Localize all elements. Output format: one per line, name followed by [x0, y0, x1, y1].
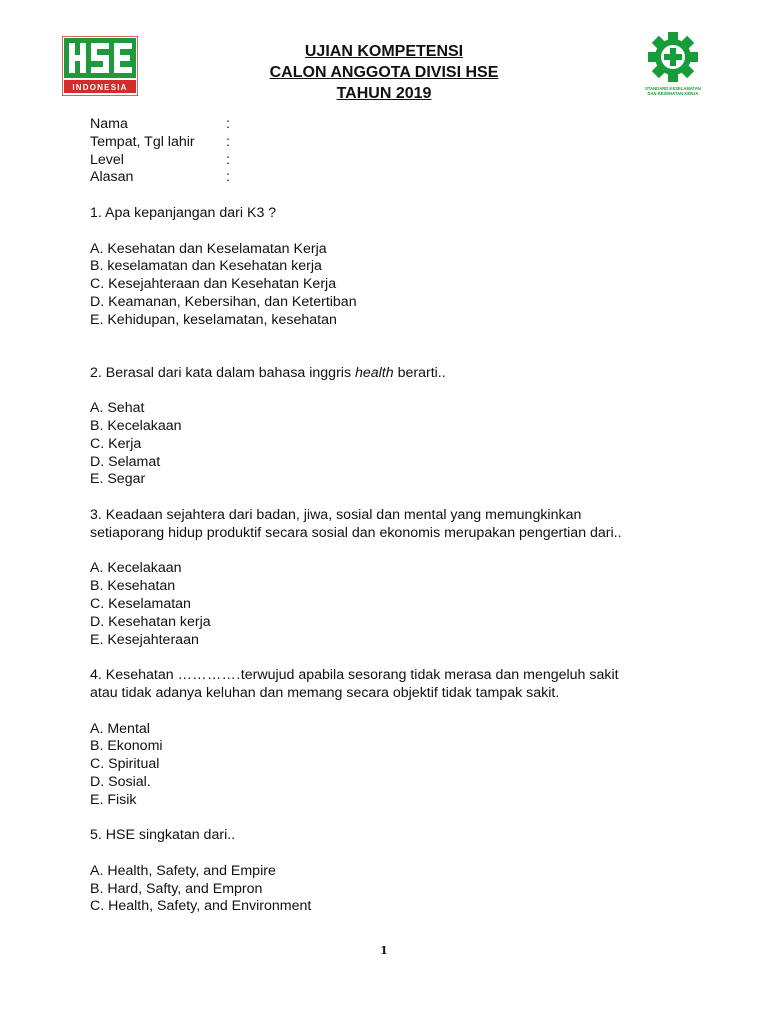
option-e: E. Segar: [90, 471, 146, 488]
field-separator: :: [226, 169, 230, 186]
question-text-end: berarti..: [393, 364, 446, 381]
title-line-1: UJIAN KOMPETENSI: [304, 43, 464, 60]
question-text: 5. HSE singkatan dari..: [90, 827, 236, 844]
title-line-2: CALON ANGGOTA DIVISI HSE: [269, 64, 499, 81]
question-text-start: 4. Kesehatan: [90, 667, 178, 684]
question-1: [90, 205, 690, 330]
option-e: E. Kesejahteraan: [90, 631, 199, 648]
field-alasan: [90, 169, 690, 187]
option-c: C. Kerja: [90, 435, 142, 452]
field-level: [90, 152, 690, 170]
field-separator: :: [226, 116, 230, 132]
option-a: A. Mental: [90, 720, 150, 737]
option-e: E. Kehidupan, keselamatan, kesehatan: [90, 311, 337, 328]
exam-content: [90, 116, 690, 916]
question-text-line-1: [90, 667, 690, 685]
question-text-line-1: 3. Keadaan sejahtera dari badan, jiwa, sosial dan mental yang memungkinkan: [90, 506, 582, 523]
k3-gear-logo: [638, 32, 708, 100]
page-number: 1: [380, 944, 388, 957]
option-c: C. Keselamatan: [90, 595, 191, 612]
question-text-line-2: setiaporang hidup produktif secara sosial dan ekonomis merupakan pengertian dari..: [90, 524, 622, 541]
option-b: B. keselamatan dan Kesehatan kerja: [90, 258, 322, 275]
field-label: Level: [90, 151, 124, 168]
identity-fields: [90, 116, 690, 187]
option-b: B. Ekonomi: [90, 738, 163, 755]
field-separator: :: [226, 133, 230, 150]
field-label: Tempat, Tgl lahir: [90, 133, 195, 150]
question-text-mid: terwujud: [240, 667, 295, 684]
question-text-line-2: atau tidak adanya keluhan dan memang secara objektif tidak tampak sakit.: [90, 684, 560, 701]
question-text-end: apabila sesorang tidak merasa dan mengeluh sakit: [294, 667, 619, 684]
logo-subtext: INDONESIA: [72, 83, 128, 92]
field-nama: [90, 116, 690, 134]
option-c: C. Spiritual: [90, 756, 160, 773]
field-separator: :: [226, 151, 230, 168]
question-4: [90, 667, 690, 809]
blank-dots: ………….: [177, 667, 241, 684]
option-b: B. Hard, Safty, and Empron: [90, 880, 263, 897]
question-2: [90, 365, 690, 490]
option-a: A. Kecelakaan: [90, 560, 182, 577]
option-c: C. Health, Safety, and Environment: [90, 898, 312, 915]
option-d: D. Keamanan, Kebersihan, dan Ketertiban: [90, 293, 357, 310]
question-text: 1. Apa kepanjangan dari K3 ?: [90, 204, 277, 221]
field-label: Nama: [90, 116, 128, 132]
logo-caption-2: DAN KESEHATAN KERJA: [647, 91, 699, 96]
option-d: D. Kesehatan kerja: [90, 613, 211, 630]
document-title: [200, 41, 568, 104]
question-text: [90, 365, 690, 383]
field-label: Alasan: [90, 169, 134, 186]
option-a: A. Health, Safety, and Empire: [90, 862, 276, 879]
option-b: B. Kecelakaan: [90, 417, 182, 434]
question-3: [90, 507, 690, 649]
option-a: A. Kesehatan dan Keselamatan Kerja: [90, 240, 327, 257]
option-e: E. Fisik: [90, 791, 137, 808]
option-d: D. Selamat: [90, 453, 161, 470]
logo-caption-1: STANDARD KESELAMATAN: [645, 86, 701, 91]
question-5: [90, 827, 690, 916]
option-d: D. Sosial.: [90, 773, 151, 790]
question-text-italic: health: [354, 364, 394, 381]
field-tempat-tgl-lahir: [90, 134, 690, 152]
title-line-3: TAHUN 2019: [336, 85, 432, 102]
option-c: C. Kesejahteraan dan Kesehatan Kerja: [90, 276, 337, 293]
question-text-start: 2. Berasal dari kata dalam bahasa inggris: [90, 364, 355, 381]
option-a: A. Sehat: [90, 400, 145, 417]
option-b: B. Kesehatan: [90, 578, 176, 595]
hse-indonesia-logo: [62, 36, 138, 96]
